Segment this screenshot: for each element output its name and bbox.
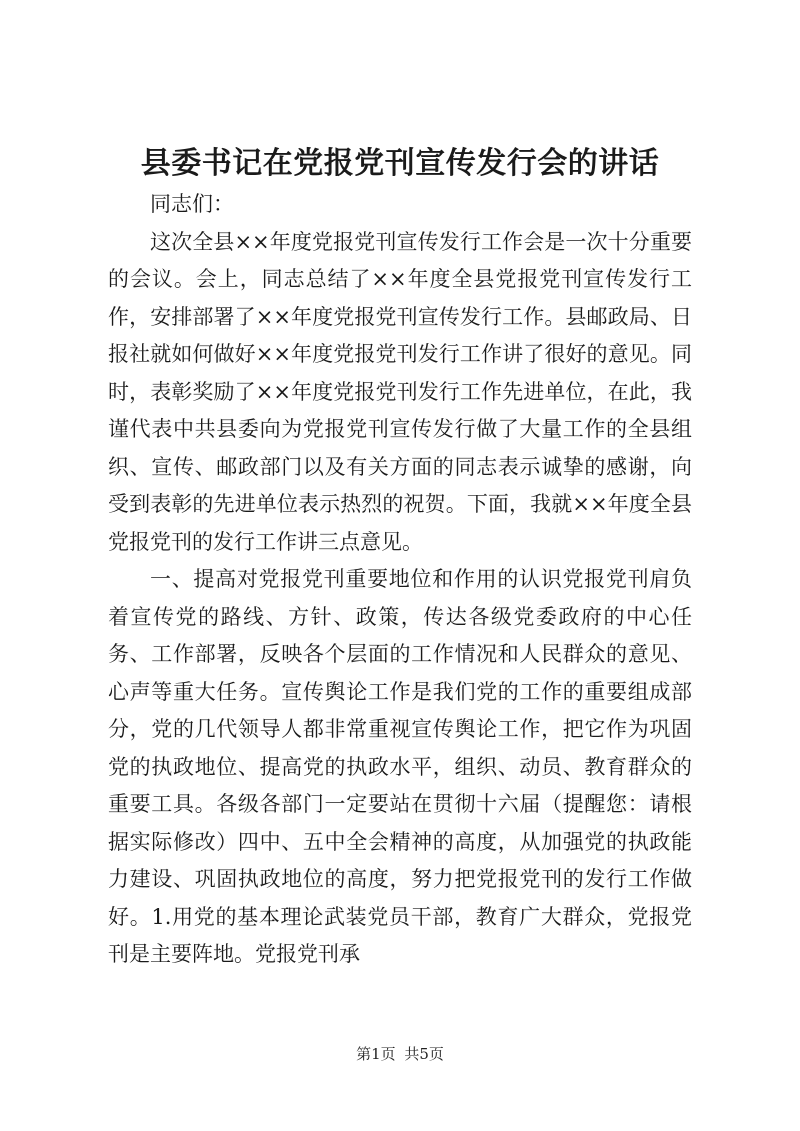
page-number: 第1页: [356, 1045, 396, 1063]
document-title: 县委书记在党报党刊宣传发行会的讲话: [140, 146, 660, 181]
page-footer: [0, 1043, 800, 1064]
paragraph-1: 这次全县××年度党报党刊宣传发行工作会是一次十分重要的会议。会上，同志总结了××年度全县党报党刊宣传发行工作，安排部署了××年度党报党刊宣传发行工作。县邮政局、日报社就如何做好××年度党报党刊发行工作讲了很好的意见。同时，表彰奖励了××年度党报党刊发行工作先进单位，在此，我谨代表中共县委向为党报党刊宣传发行做了大量工作的全县组织、宣传、邮政部门以及有关方面的同志表示诚挚的感谢，向受到表彰的先进单位表示热烈的祝贺。下面，我就××年度全县党报党刊的发行工作讲三点意见。: [108, 229, 692, 554]
total-pages: 共5页: [404, 1045, 444, 1063]
salutation: 同志们：: [150, 192, 234, 216]
document-body: [108, 186, 692, 974]
paragraph-2: 一、提高对党报党刊重要地位和作用的认识党报党刊肩负着宣传党的路线、方针、政策，传达各级党委政府的中心任务、工作部署，反映各个层面的工作情况和人民群众的意见、心声等重大任务。宣传舆论工作是我们党的工作的重要组成部分，党的几代领导人都非常重视宣传舆论工作，把它作为巩固党的执政地位、提高党的执政水平，组织、动员、教育群众的重要工具。各级各部门一定要站在贯彻十六届（提醒您：请根据实际修改）四中、五中全会精神的高度，从加强党的执政能力建设、巩固执政地位的高度，努力把党报党刊的发行工作做好。1.用党的基本理论武装党员干部，教育广大群众，党报党刊是主要阵地。党报党刊承: [108, 567, 692, 966]
